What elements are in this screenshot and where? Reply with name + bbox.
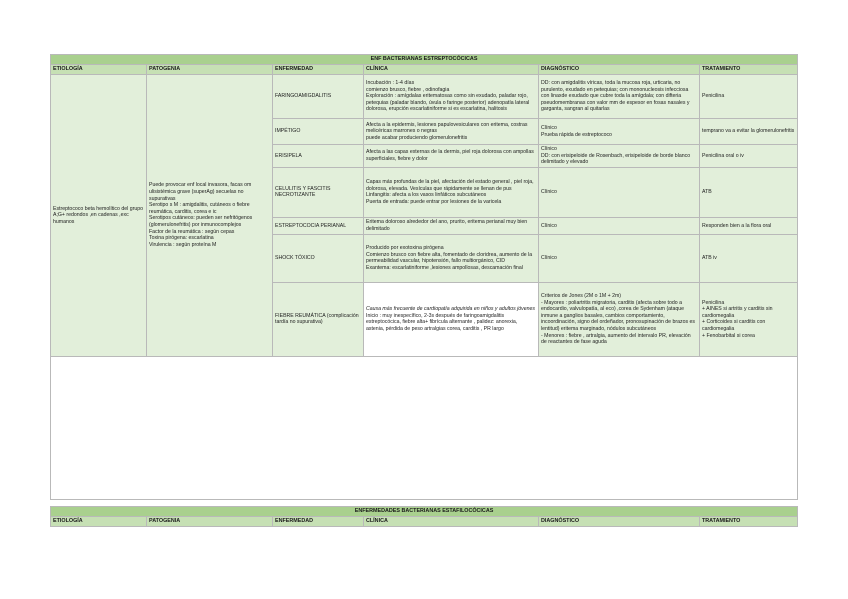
enfermedad-cell: CELULITIS Y FASCITIS NECROTIZANTE — [273, 167, 364, 217]
tratamiento-cell: Responden bien a la flora oral — [700, 217, 798, 234]
enfermedad-cell: ERISIPELA — [273, 145, 364, 168]
enfermedad-cell: SHOCK TÓXICO — [273, 234, 364, 282]
tratamiento-cell: Penicilina oral o iv — [700, 145, 798, 168]
column-header: PATOGENIA — [147, 65, 273, 75]
clinica-cell: Causa más frecuente de cardiopatía adquirida en niños y adultos jóvenes Inicio : muy inespecífico, 2-3s después de faringoamigdalitis estreptocócica, fiebre alta+ fibrícula alternante , palidez: anorexia, astenia, pérdida de peso artralgias corea, carditis , PR largo — [364, 282, 539, 356]
column-header: TRATAMIENTO — [700, 65, 798, 75]
clinica-cell: Afecta a las capas externas de la dermis, piel roja dolorosa con ampollas superficiales, fiebre y dolor — [364, 145, 539, 168]
diagnostico-cell: Criterios de Jones (2M o 1M + 2m) - Mayores : poliartritis migratoria, carditis (afecta sobre todo a endocardio, valvulopatía, al eco) ,corea de Sydenham (ataque inmune a ganglios basales, cambios comportamiento, incoordinación, signo del ordeñador, pronosupinación de brazos es lentitud) eritema marginado, nódulos subcutáneos - Menores : fiebre , artralgia, aumento del intervalo PR, elevación de reactantes de fase aguda — [539, 282, 700, 356]
column-header: ENFERMEDAD — [273, 517, 364, 527]
enfermedad-cell: ESTREPTOCOCIA PERIANAL — [273, 217, 364, 234]
etiologia-cell: Estreptococo beta hemolítico del grupo A;G+ redondos ,en cadenas ,exc humanos — [51, 75, 147, 357]
clinica-cell: Producido por exotoxina pirógena Comienzo brusco con fiebre alta, fomentado de cloridrea, aumento de la permeabilidad vascular, hipotensión, fallo multiorgánico, CID Exantema: escarlatiniforme ,lesiones ampollosas, descamación final — [364, 234, 539, 282]
section-title: ENFERMEDADES BACTERIANAS ESTAFILOCÓCICAS — [51, 507, 798, 517]
tratamiento-cell: ATB — [700, 167, 798, 217]
clinica-cell: Afecta a la epidermis, lesiones papulovesiculares con eritema, costras melicéricas marrones o negras puede acabar produciendo glomerulonefritis — [364, 119, 539, 145]
diagnostico-cell: Clínico — [539, 234, 700, 282]
diagnostico-cell: Clínico — [539, 167, 700, 217]
diagnostico-cell: DD: con amigdalitis víricas, toda la mucosa roja, urticaria, no purulento, exudado en petequias; con mononucleosis infecciosa con linaxde exudado que cubre toda la amígdala; con difteria pseudomembranas con valor mm de espesor en fosas nasales y garganta, sangran al quitarlas — [539, 75, 700, 119]
tratamiento-cell: temprano va a evitar la glomerulonefritis — [700, 119, 798, 145]
clinica-cell: Capas más profundas de la piel, afectación del estado general , piel roja, dolorosa, elevada. Vesículas que rápidamente se llenan de pus Linfangitis: afecta a los vasos linfáticos subcutáneos Puerta de entrada: puede entrar por lesiones de la varicela — [364, 167, 539, 217]
diagnostico-cell: Clínico — [539, 217, 700, 234]
streptococcal-table-section — [50, 54, 797, 500]
diagnostico-cell: Clínico DD: con erisipeloide de Rosenbach, erisipeloide de borde blanco delimitado y elevado — [539, 145, 700, 168]
enfermedad-cell: FIEBRE REUMÁTICA (complicación tardía no supurativa) — [273, 282, 364, 356]
streptococcal-table — [50, 54, 798, 500]
clinica-cell: Eritema doloroso alrededor del ano, prurito, eritema perianal muy bien delimitado — [364, 217, 539, 234]
staphylococcal-table — [50, 506, 798, 527]
tratamiento-cell: ATB iv — [700, 234, 798, 282]
enfermedad-cell: FARINGOAMIGDALITIS — [273, 75, 364, 119]
column-header: TRATAMIENTO — [700, 517, 798, 527]
diagnostico-cell: Clínico Prueba rápida de estreptococo — [539, 119, 700, 145]
staphylococcal-table-section — [50, 506, 797, 527]
section-title: ENF BACTERIANAS ESTREPTOCÓCICAS — [51, 55, 798, 65]
clinica-cell: Incubación : 1-4 días comienzo brusco, fiebre , odinofagia Exploración : amígdalas eritematosas como sin exudado, paladar rojo, petequias (paladar blando, úvula o faringe posterior) adenopatía lateral dolorosa, erupción escarlatiniforme si es escarlatina, halitosis — [364, 75, 539, 119]
tratamiento-cell: Penicilina — [700, 75, 798, 119]
empty-area — [51, 356, 798, 499]
column-header: CLÍNICA — [364, 517, 539, 527]
patogenia-cell: Puede provocar enf local invasora, facas om ulisistémica grave (superAg) secuelas no supurativas Serotipo s M : amigdalitis, cutáneos o fiebre reumática, carditis, corea e ic Serotipos cutáneos: pueden ser nefritógenos (glomerulonefritis) por inmunocomplejos Factor de la reumática : según cepas Toxina pirógena: escarlatina Virulencia : según proteína M — [147, 75, 273, 357]
column-header: CLÍNICA — [364, 65, 539, 75]
column-header: PATOGENIA — [147, 517, 273, 527]
column-header: DIAGNÓSTICO — [539, 517, 700, 527]
column-header: ENFERMEDAD — [273, 65, 364, 75]
column-header: DIAGNÓSTICO — [539, 65, 700, 75]
column-header: ETIOLOGÍA — [51, 517, 147, 527]
table-row — [51, 75, 798, 119]
tratamiento-cell: Penicilina + AINES si artritis y carditis sin cardiomegalia + Corticoides si carditis con cardiomegalia + Fenobarbital si corea — [700, 282, 798, 356]
enfermedad-cell: IMPÉTIGO — [273, 119, 364, 145]
column-header: ETIOLOGÍA — [51, 65, 147, 75]
